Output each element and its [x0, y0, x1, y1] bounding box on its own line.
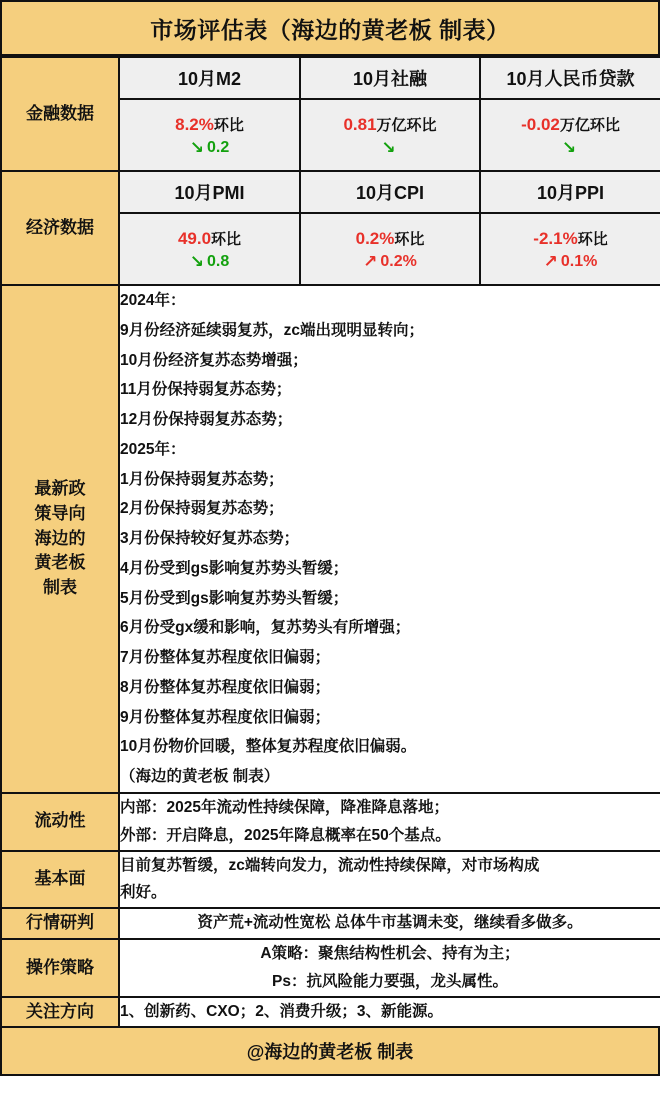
ppi-value: -2.1% — [533, 228, 578, 248]
policy-line: 7月份整体复苏程度依旧偏弱； — [120, 649, 331, 666]
policy-label-line-2: 策导向 — [34, 503, 86, 523]
cpi-delta: 0.2% — [380, 252, 417, 270]
down-arrow-icon: ↘ — [561, 138, 577, 157]
table-row-policy — [1, 285, 660, 793]
row-label-financial: 金融数据 — [1, 57, 119, 171]
policy-line: 8月份整体复苏程度依旧偏弱； — [120, 678, 331, 696]
policy-content — [119, 285, 660, 793]
rmb-loan-unit: 万亿环比 — [559, 117, 620, 134]
policy-line: 2月份保持弱复苏态势； — [120, 500, 284, 518]
sherong-value: 0.81 — [343, 115, 377, 134]
liquidity-line: 内部：2025年流动性持续保障，降准降息落地； — [120, 798, 449, 816]
policy-note: （海边的黄老板 制表） — [120, 768, 280, 785]
policy-line: 3月份保持较好复苏态势； — [120, 530, 300, 547]
table-row-economic-headers — [1, 171, 660, 213]
strategy-line: Ps：抗风险能力要强，龙头属性。 — [272, 972, 508, 990]
footer-credit: @海边的黄老板 制表 — [0, 1028, 660, 1076]
policy-line: 2024年： — [120, 292, 186, 309]
assessment-table — [0, 56, 660, 1028]
cell-rmb-loan-value — [480, 99, 660, 171]
cell-pmi-value — [119, 213, 300, 285]
policy-line: 6月份受gx缓和影响，复苏势头有所增强； — [120, 619, 411, 637]
cell-sherong-value — [300, 99, 480, 171]
policy-line: 10月份物价回暖，整体复苏程度依旧偏弱。 — [120, 738, 417, 756]
policy-label-line-5: 制表 — [43, 577, 77, 597]
judgement-line: 资产荒+流动性宽松 总体牛市基调未变，继续看多做多。 — [197, 914, 583, 932]
row-label-focus: 关注方向 — [1, 997, 119, 1028]
fundamentals-content — [119, 851, 660, 909]
up-arrow-icon: ↗ — [363, 252, 378, 271]
m2-value: 8.2% — [175, 114, 214, 134]
table-row-financial-headers — [1, 57, 660, 99]
ppi-delta: 0.1% — [560, 252, 598, 270]
policy-line: 5月份受到gs影响复苏势头暂缓； — [120, 589, 349, 607]
focus-line: 1、创新药、CXO；2、消费升级；3、新能源。 — [120, 1002, 443, 1020]
row-label-liquidity: 流动性 — [1, 793, 119, 851]
col-header-rmb-loan: 10月人民币贷款 — [480, 57, 660, 99]
fundamentals-line: 利好。 — [120, 884, 167, 902]
col-header-ppi: 10月PPI — [480, 171, 660, 213]
row-label-economic: 经济数据 — [1, 171, 119, 285]
m2-delta: 0.2 — [207, 138, 230, 156]
table-row-judgement — [1, 908, 660, 939]
table-row-liquidity — [1, 793, 660, 851]
policy-label-line-1: 最新政 — [34, 479, 86, 499]
policy-line: 4月份受到gs影响复苏势头暂缓； — [120, 559, 349, 577]
down-arrow-icon: ↘ — [189, 252, 204, 271]
cell-ppi-value — [480, 213, 660, 285]
policy-line: 1月份保持弱复苏态势； — [120, 470, 284, 488]
policy-line: 2025年： — [120, 440, 186, 458]
row-label-judgement: 行情研判 — [1, 908, 119, 939]
strategy-line: A策略：聚焦结构性机会、持有为主； — [260, 944, 520, 962]
cpi-unit: 环比 — [394, 230, 425, 248]
ppi-unit: 环比 — [577, 230, 608, 248]
policy-label-line-3: 海边的 — [34, 528, 86, 548]
cell-cpi-value — [300, 213, 480, 285]
col-header-sherong: 10月社融 — [300, 57, 480, 99]
col-header-pmi: 10月PMI — [119, 171, 300, 213]
policy-line: 10月份经济复苏态势增强； — [120, 351, 308, 369]
down-arrow-icon: ↘ — [381, 138, 396, 157]
page-title: 市场评估表（海边的黄老板 制表） — [0, 0, 660, 56]
strategy-content — [119, 939, 660, 997]
row-label-policy — [1, 285, 119, 793]
rmb-loan-value: -0.02 — [521, 115, 560, 134]
cell-m2-value — [119, 99, 300, 171]
pmi-delta: 0.8 — [207, 252, 230, 270]
col-header-cpi: 10月CPI — [300, 171, 480, 213]
table-row-fundamentals — [1, 851, 660, 909]
focus-content — [119, 997, 660, 1028]
policy-line: 9月份经济延续弱复苏，zc端出现明显转向； — [120, 321, 424, 339]
m2-unit: 环比 — [213, 116, 244, 134]
pmi-unit: 环比 — [211, 230, 242, 248]
col-header-m2: 10月M2 — [119, 57, 300, 99]
liquidity-content — [119, 793, 660, 851]
cpi-value: 0.2% — [355, 228, 395, 248]
table-row-strategy — [1, 939, 660, 997]
policy-line: 12月份保持弱复苏态势； — [120, 411, 293, 428]
row-label-strategy: 操作策略 — [1, 939, 119, 997]
sherong-unit: 万亿环比 — [376, 117, 437, 134]
row-label-fundamentals: 基本面 — [1, 851, 119, 909]
policy-line: 9月份整体复苏程度依旧偏弱； — [120, 708, 331, 726]
fundamentals-line: 目前复苏暂缓，zc端转向发力，流动性持续保障，对市场构成 — [120, 856, 540, 874]
liquidity-line: 外部：开启降息，2025年降息概率在50个基点。 — [120, 826, 451, 844]
table-row-focus — [1, 997, 660, 1028]
up-arrow-icon: ↗ — [543, 252, 558, 271]
down-arrow-icon: ↘ — [189, 138, 204, 157]
policy-label-line-4: 黄老板 — [34, 553, 86, 573]
policy-line: 11月份保持弱复苏态势； — [120, 381, 292, 399]
judgement-content — [119, 908, 660, 939]
pmi-value: 49.0 — [177, 228, 212, 248]
